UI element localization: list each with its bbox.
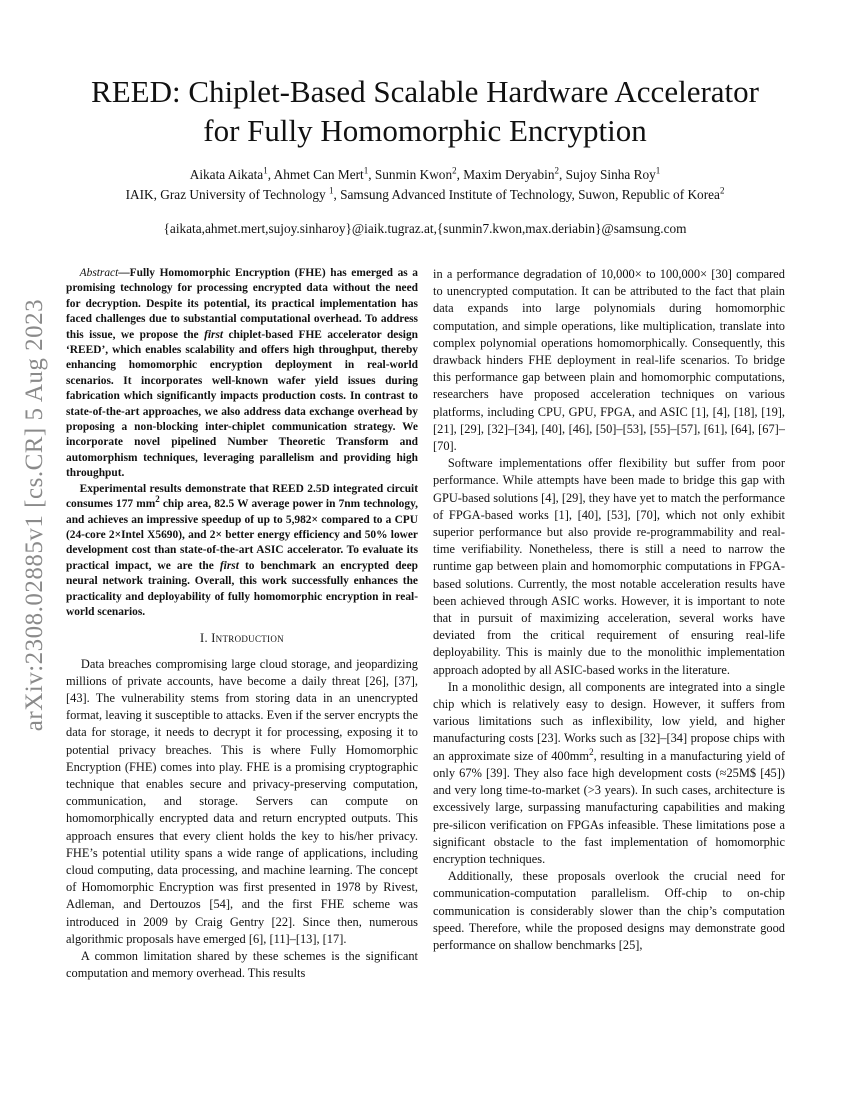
abstract-label: Abstract <box>79 267 119 279</box>
paper-title: REED: Chiplet-Based Scalable Hardware Accelerator for Fully Homomorphic Encryption <box>91 74 759 148</box>
arxiv-side-stamp <box>10 295 60 735</box>
body-paragraph: In a monolithic design, all components are integrated into a single chip which is relatively easy to design. However, it suffers from various limitations such as inflexibility, low yield, and higher manufacturing costs [23]. Works such as [32]–[34] propose chips with an approximate size of $400mm^2$, resulting in a manufacturing yield of only 67% [39]. They also face high development costs (≈25M$ [45]) and very long time-to-market (>3 years). In such cases, architecture is excessively large, surpassing manufacturing capabilities and making pre-silicon verification on FPGAs infeasible. These limitations pose a significant obstacle to the fast implementation of homomorphic encryption techniques. <box>433 679 785 866</box>
author: Sunmin Kwon$^2$ <box>374 165 457 182</box>
body-paragraph: Software implementations offer flexibility but suffer from poor performance. While attempts have been made to bridge this gap with GPU-based solutions [4], [29], they have yet to match the performance of FPGA-based works [1], [40], [53], [70], which not only exhibit superior performance but also provide re-programmability and real-time verifiability. Nonetheless, there is still a need to narrow the runtime gap between plain and homomorphic computations in FPGA-based solutions. Currently, the most notable acceleration results have been achieved through ASIC works. However, it is important to note that in pursuit of maximizing acceleration, several works have deviated from the critical requirement of ensuring real-life deployability. This is mainly due to the monolithic implementation approach adopted by all ASIC-based works in the literature. <box>433 456 785 677</box>
left-column <box>66 266 418 982</box>
author: Ahmet Can Mert$^1$ <box>273 165 369 182</box>
affiliations: IAIK, Graz University of Technology $^1$, Samsung Advanced Institute of Technology, Suwon, Republic of Korea$^2$ <box>125 185 725 202</box>
body-paragraph: Additionally, these proposals overlook the crucial need for communication-computation parallelism. Off-chip to on-chip communication is considerably slower than the chip’s computation speed. Therefore, while the proposed designs may demonstrate good performance on shallow benchmarks [25], <box>433 869 785 952</box>
author-list: Aikata Aikata$^1$, Ahmet Can Mert$^1$, Sunmin Kwon$^2$, Maxim Deryabin$^2$, Sujoy Sinha Roy$^1$ <box>189 165 661 182</box>
right-column <box>433 266 785 954</box>
body-paragraph: Data breaches compromising large cloud storage, and jeopardizing millions of private accounts, have become a daily threat [26], [37], [43]. The vulnerability stems from storing data in an unencrypted format, leaving it susceptible to attacks. Even if the server encrypts the data for storage, it needs to decrypt it for processing, exposing it to potential privacy breaches. This is where Fully Homomorphic Encryption (FHE) comes into play. FHE is a promising cryptographic technique that enables secure and privacy-preserving computation, communication, and storage. Servers can compute on homomorphically encrypted data and return encrypted outputs. This approach ensures that every client holds the key to his/her privacy. FHE’s potential utility spans a wide range of applications, including cloud computing, data processing, and machine learning. The concept of Homomorphic Encryption was first presented in 1978 by Rivest, Adleman, and Dertouzos [54], and the first FHE scheme was introduced in 2009 by Craig Gentry [22]. Since then, numerous algorithmic proposals have emerged [6], [11]–[13], [17]. <box>66 656 418 946</box>
body-paragraph: A common limitation shared by these schemes is the significant computation and memory overhead. This results <box>66 949 418 981</box>
body-paragraph: in a performance degradation of 10,000× to 100,000× [30] compared to unencrypted computation. It can be attributed to the fact that plain data expands into large polynomials during homomorphic computation, and simple operations, like multiplication, translate into complex polynomial operations homomorphically. Consequently, this drawback hinders FHE deployment in real-life scenarios. To bridge this performance gap between plain and homomorphic computations, researchers have proposed acceleration techniques on various platforms, including CPU, GPU, FPGA, and ASIC [1], [4], [18], [19], [21], [29], [32]–[34], [40], [46], [50]–[53], [55]–[57], [61], [64], [67]–[70]. <box>433 267 785 454</box>
author-emails: {aikata,ahmet.mert,sujoy.sinharoy}@iaik.tugraz.at,{sunmin7.kwon,max.deriabin}@samsung.com <box>163 221 687 236</box>
author: Sujoy Sinha Roy$^1$ <box>565 165 661 182</box>
author: Aikata Aikata$^1$ <box>189 165 268 182</box>
abstract-paragraph: Abstract—Fully Homomorphic Encryption (FHE) has emerged as a promising technology for processing encrypted data without the need for decryption. Despite its potential, its practical implementation has faced challenges due to substantial computational overhead. To address this issue, we propose the first chiplet-based FHE accelerator design ‘REED’, which enables scalability and offers high throughput, thereby enhancing homomorphic encryption deployment in real-world scenarios. It incorporates well-known wafer yield issues during fabrication which significantly impacts production costs. In contrast to state-of-the-art approaches, we also address data exchange overhead by proposing a non-blocking inter-chiplet communication strategy. We incorporate novel pipelined Number Theoretic Transform and automorphism techniques, leveraging parallelism and providing high throughput. <box>66 267 418 480</box>
author: Maxim Deryabin$^2$ <box>463 165 559 182</box>
abstract-paragraph: Experimental results demonstrate that REED 2.5D integrated circuit consumes 177 $mm^2$ chip area, 82.5 W average power in 7nm technology, and achieves an impressive speedup of up to 5,982× compared to a CPU (24-core 2×Intel X5690), and 2× better energy efficiency and 50% lower development cost than state-of-the-art ASIC accelerator. To evaluate its practical impact, we are the first to benchmark an encrypted deep neural network training. Overall, this work successfully enhances the practicality and deployability of fully homomorphic encryption in real-world scenarios. <box>66 482 418 618</box>
arxiv-identifier: arXiv:2308.02885v1 [cs.CR] 5 Aug 2023 <box>21 298 48 732</box>
section-heading: I. Introduction <box>200 631 284 646</box>
abstract <box>66 266 418 620</box>
